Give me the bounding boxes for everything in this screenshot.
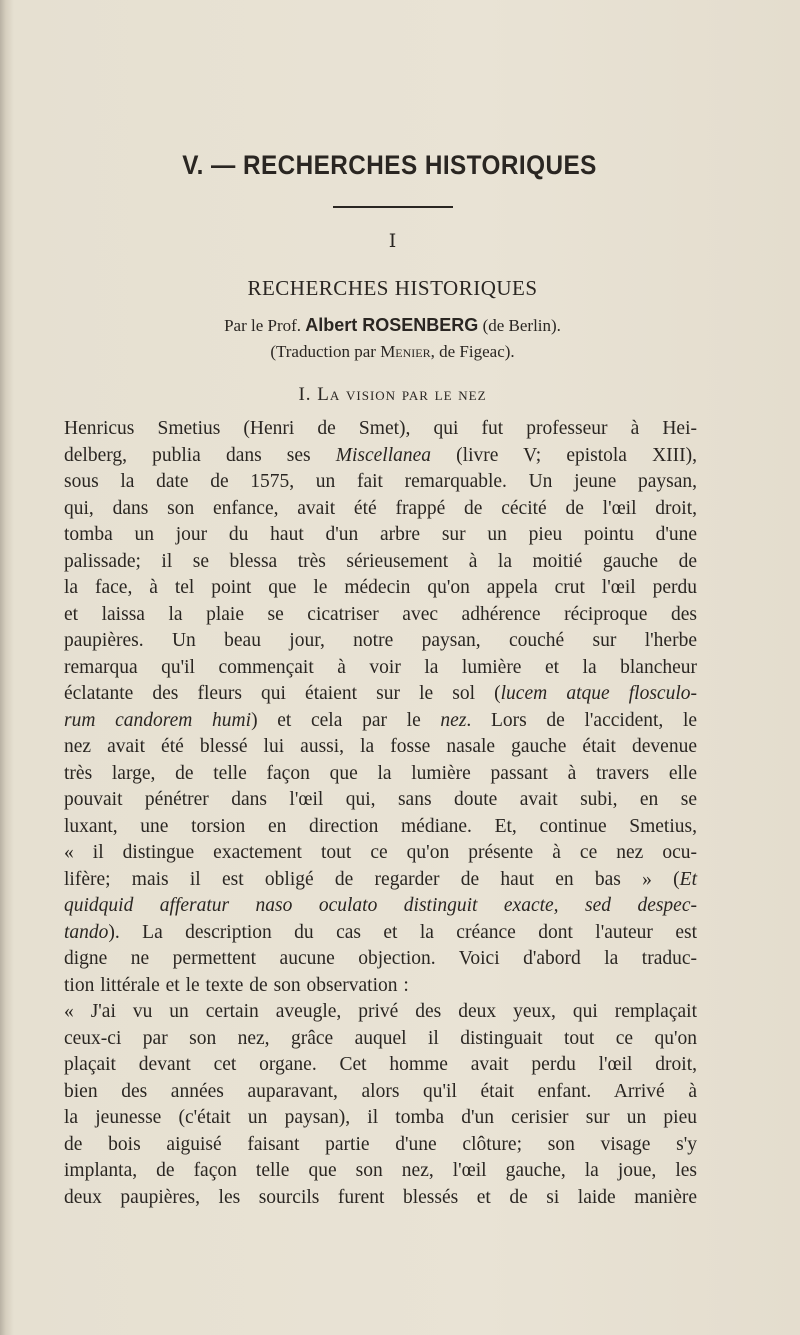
text-line: plaçait devant cet organe. Cet homme avait perdu l'œil droit,: [64, 1054, 697, 1075]
latin-quote: quidquid afferatur naso oculato distinguit exacte, sed despec-: [64, 895, 697, 916]
translation-suffix: , de Figeac).: [430, 342, 515, 361]
italic-title: Miscellanea: [335, 444, 432, 466]
text-line: très large, de telle façon que la lumière passant à travers elle: [64, 762, 697, 784]
heading-rule: [333, 206, 453, 208]
translator-name: Menier: [380, 342, 431, 361]
text-line: remarqua qu'il commençait à voir la lumière et la blancheur: [64, 656, 697, 678]
page-content: [52, 150, 697, 1211]
text-line: implanta, de façon telle que son nez, l'œil gauche, la joue, les: [64, 1160, 697, 1181]
section-heading: V. — RECHERCHES HISTORIQUES: [182, 150, 597, 180]
latin-quote: Et: [679, 868, 697, 890]
article-title: RECHERCHES HISTORIQUES: [247, 276, 538, 300]
text-line: bien des années auparavant, alors qu'il était enfant. Arrivé à: [64, 1080, 697, 1102]
roman-numeral: I: [388, 230, 397, 252]
text-line: nez avait été blessé lui aussi, la fosse nasale gauche était devenue: [64, 736, 697, 757]
text-line: tando). La description du cas et la créance dont l'auteur est: [64, 921, 697, 943]
text-line: « J'ai vu un certain aveugle, privé des deux yeux, qui remplaçait: [64, 1001, 697, 1022]
author-name: Albert ROSENBERG: [305, 315, 479, 335]
text-line: « il distingue exactement tout ce qu'on présente à ce nez ocu-: [64, 842, 697, 863]
latin-quote: tando: [64, 921, 109, 943]
text-line: tomba un jour du haut d'un arbre sur un pieu pointu d'une: [64, 524, 697, 545]
text-line: ceux-ci par son nez, grâce auquel il distinguait tout ce qu'on: [64, 1027, 697, 1049]
byline: [70, 315, 715, 336]
text-line: la face, à tel point que le médecin qu'on appela crut l'œil perdu: [64, 577, 697, 598]
text-line: pouvait pénétrer dans l'œil qui, sans doute avait subi, en se: [64, 789, 697, 810]
text-line: digne ne permettent aucune objection. Voici d'abord la traduc-: [64, 948, 697, 969]
chapter-title: [70, 384, 715, 406]
text-line: Henricus Smetius (Henri de Smet), qui fut professeur à Hei-: [64, 418, 697, 439]
paragraph-2: [52, 999, 697, 1211]
text-line: éclatante des fleurs qui étaient sur le sol (lucem atque flosculo-: [64, 683, 697, 704]
translation-credit: [70, 342, 715, 362]
chapter-number: I.: [298, 384, 312, 405]
text-line: sous la date de 1575, un fait remarquable. Un jeune paysan,: [64, 471, 697, 492]
chapter-name: La vision par le nez: [317, 384, 487, 405]
translation-prefix: (Traduction par: [270, 342, 376, 361]
latin-quote: lucem atque flosculo-: [500, 683, 697, 704]
italic-word: nez: [440, 709, 467, 731]
text-line: lifère; mais il est obligé de regarder de haut en bas » (Et: [64, 868, 697, 890]
byline-prefix: Par le Prof.: [224, 316, 302, 335]
text-line: qui, dans son enfance, avait été frappé de cécité de l'œil droit,: [64, 497, 697, 519]
text-line: rum candorem humi) et cela par le nez. Lors de l'accident, le: [64, 709, 698, 731]
text-line: la jeunesse (c'était un paysan), il tomba d'un cerisier sur un pieu: [64, 1107, 697, 1128]
latin-quote: rum candorem humi: [64, 709, 252, 731]
text-line: luxant, une torsion en direction médiane. Et, continue Smetius,: [64, 815, 697, 837]
byline-suffix: (de Berlin).: [482, 316, 561, 335]
paragraph-1: [52, 416, 697, 999]
body-text: [52, 416, 697, 1211]
text-line: [52, 893, 697, 920]
text-line: delberg, publia dans ses Miscellanea (livre V; epistola XIII),: [64, 444, 698, 466]
text-line: deux paupières, les sourcils furent blessés et de si laide manière: [64, 1186, 697, 1208]
text-line: tion littérale et le texte de son observation :: [64, 974, 409, 996]
text-line: de bois aiguisé faisant partie d'une clôture; son visage s'y: [64, 1133, 697, 1155]
text-line: palissade; il se blessa très sérieusement à la moitié gauche de: [64, 550, 697, 572]
text-line: et laissa la plaie se cicatriser avec adhérence réciproque des: [64, 603, 697, 625]
text-line: paupières. Un beau jour, notre paysan, couché sur l'herbe: [64, 630, 697, 651]
